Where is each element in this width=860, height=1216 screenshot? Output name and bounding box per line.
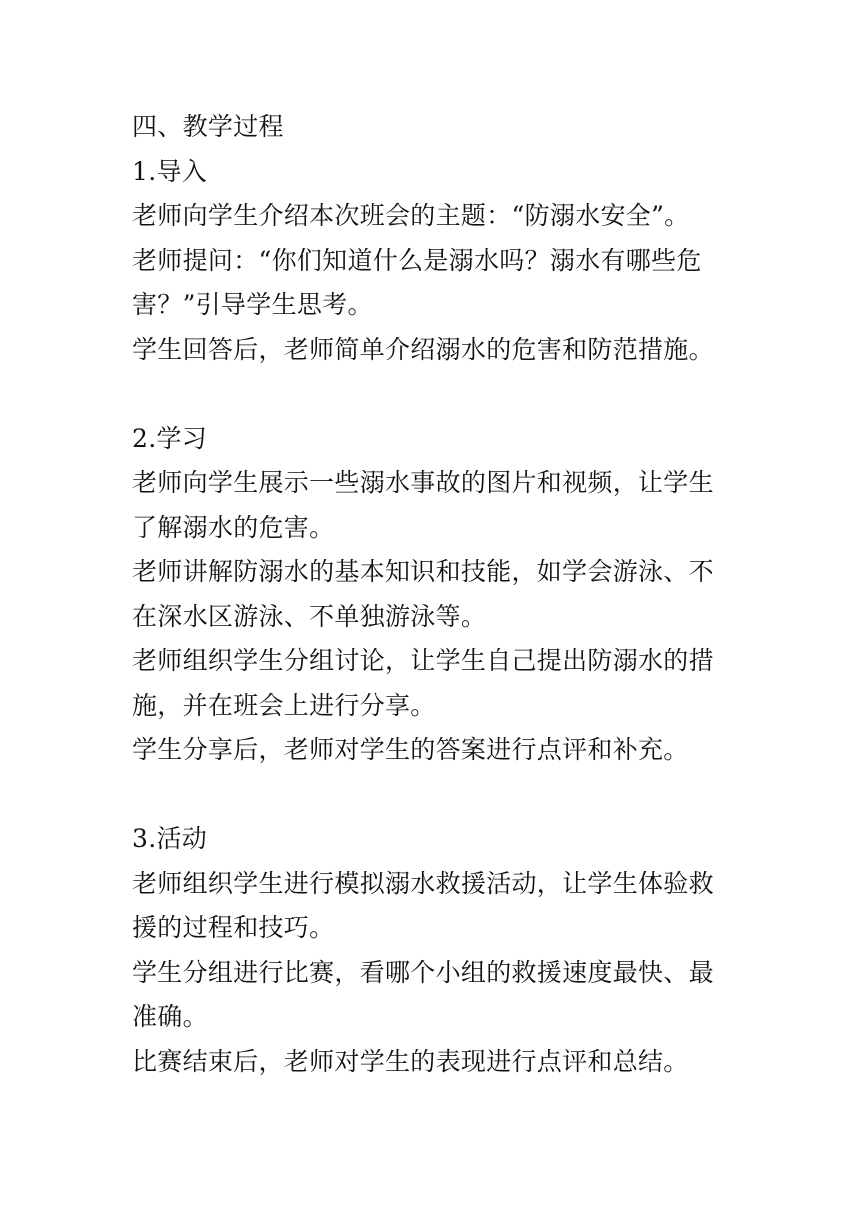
part-heading-activity: 3.活动 — [132, 824, 208, 853]
paragraph-line: 学生分享后，老师对学生的答案进行点评和补充。 — [132, 735, 689, 764]
paragraph-line: 了解溺水的危害。 — [132, 512, 335, 542]
paragraph-line: 老师讲解防溺水的基本知识和技能，如学会游泳、不 — [132, 557, 714, 586]
blank-line — [132, 773, 732, 818]
part-heading-intro: 1.导入 — [132, 156, 208, 186]
paragraph-line: 老师组织学生分组讨论，让学生自己提出防溺水的措 — [132, 646, 714, 675]
paragraph-line: 援的过程和技巧。 — [132, 913, 335, 942]
section-title: 四、教学过程 — [132, 112, 284, 141]
blank-line — [132, 372, 732, 417]
paragraph-line: 施，并在班会上进行分享。 — [132, 690, 436, 720]
paragraph-line: 准确。 — [132, 1002, 208, 1031]
paragraph-line: 老师组织学生进行模拟溺水救援活动，让学生体验救 — [132, 868, 714, 898]
part-heading-study: 2.学习 — [132, 423, 208, 453]
paragraph-line: 在深水区游泳、不单独游泳等。 — [132, 601, 487, 631]
paragraph-line: 学生分组进行比赛，看哪个小组的救援速度最快、最 — [132, 957, 714, 987]
paragraph-line: 老师提问：“你们知道什么是溺水吗？溺水有哪些危 — [132, 245, 702, 275]
paragraph-line: 害？”引导学生思考。 — [132, 290, 373, 319]
document-body — [132, 105, 732, 1084]
paragraph-line: 老师向学生介绍本次班会的主题：“防溺水安全”。 — [132, 201, 690, 230]
paragraph-line: 学生回答后，老师简单介绍溺水的危害和防范措施。 — [132, 334, 714, 364]
paragraph-line: 比赛结束后，老师对学生的表现进行点评和总结。 — [132, 1046, 689, 1076]
paragraph-line: 老师向学生展示一些溺水事故的图片和视频，让学生 — [132, 468, 714, 497]
